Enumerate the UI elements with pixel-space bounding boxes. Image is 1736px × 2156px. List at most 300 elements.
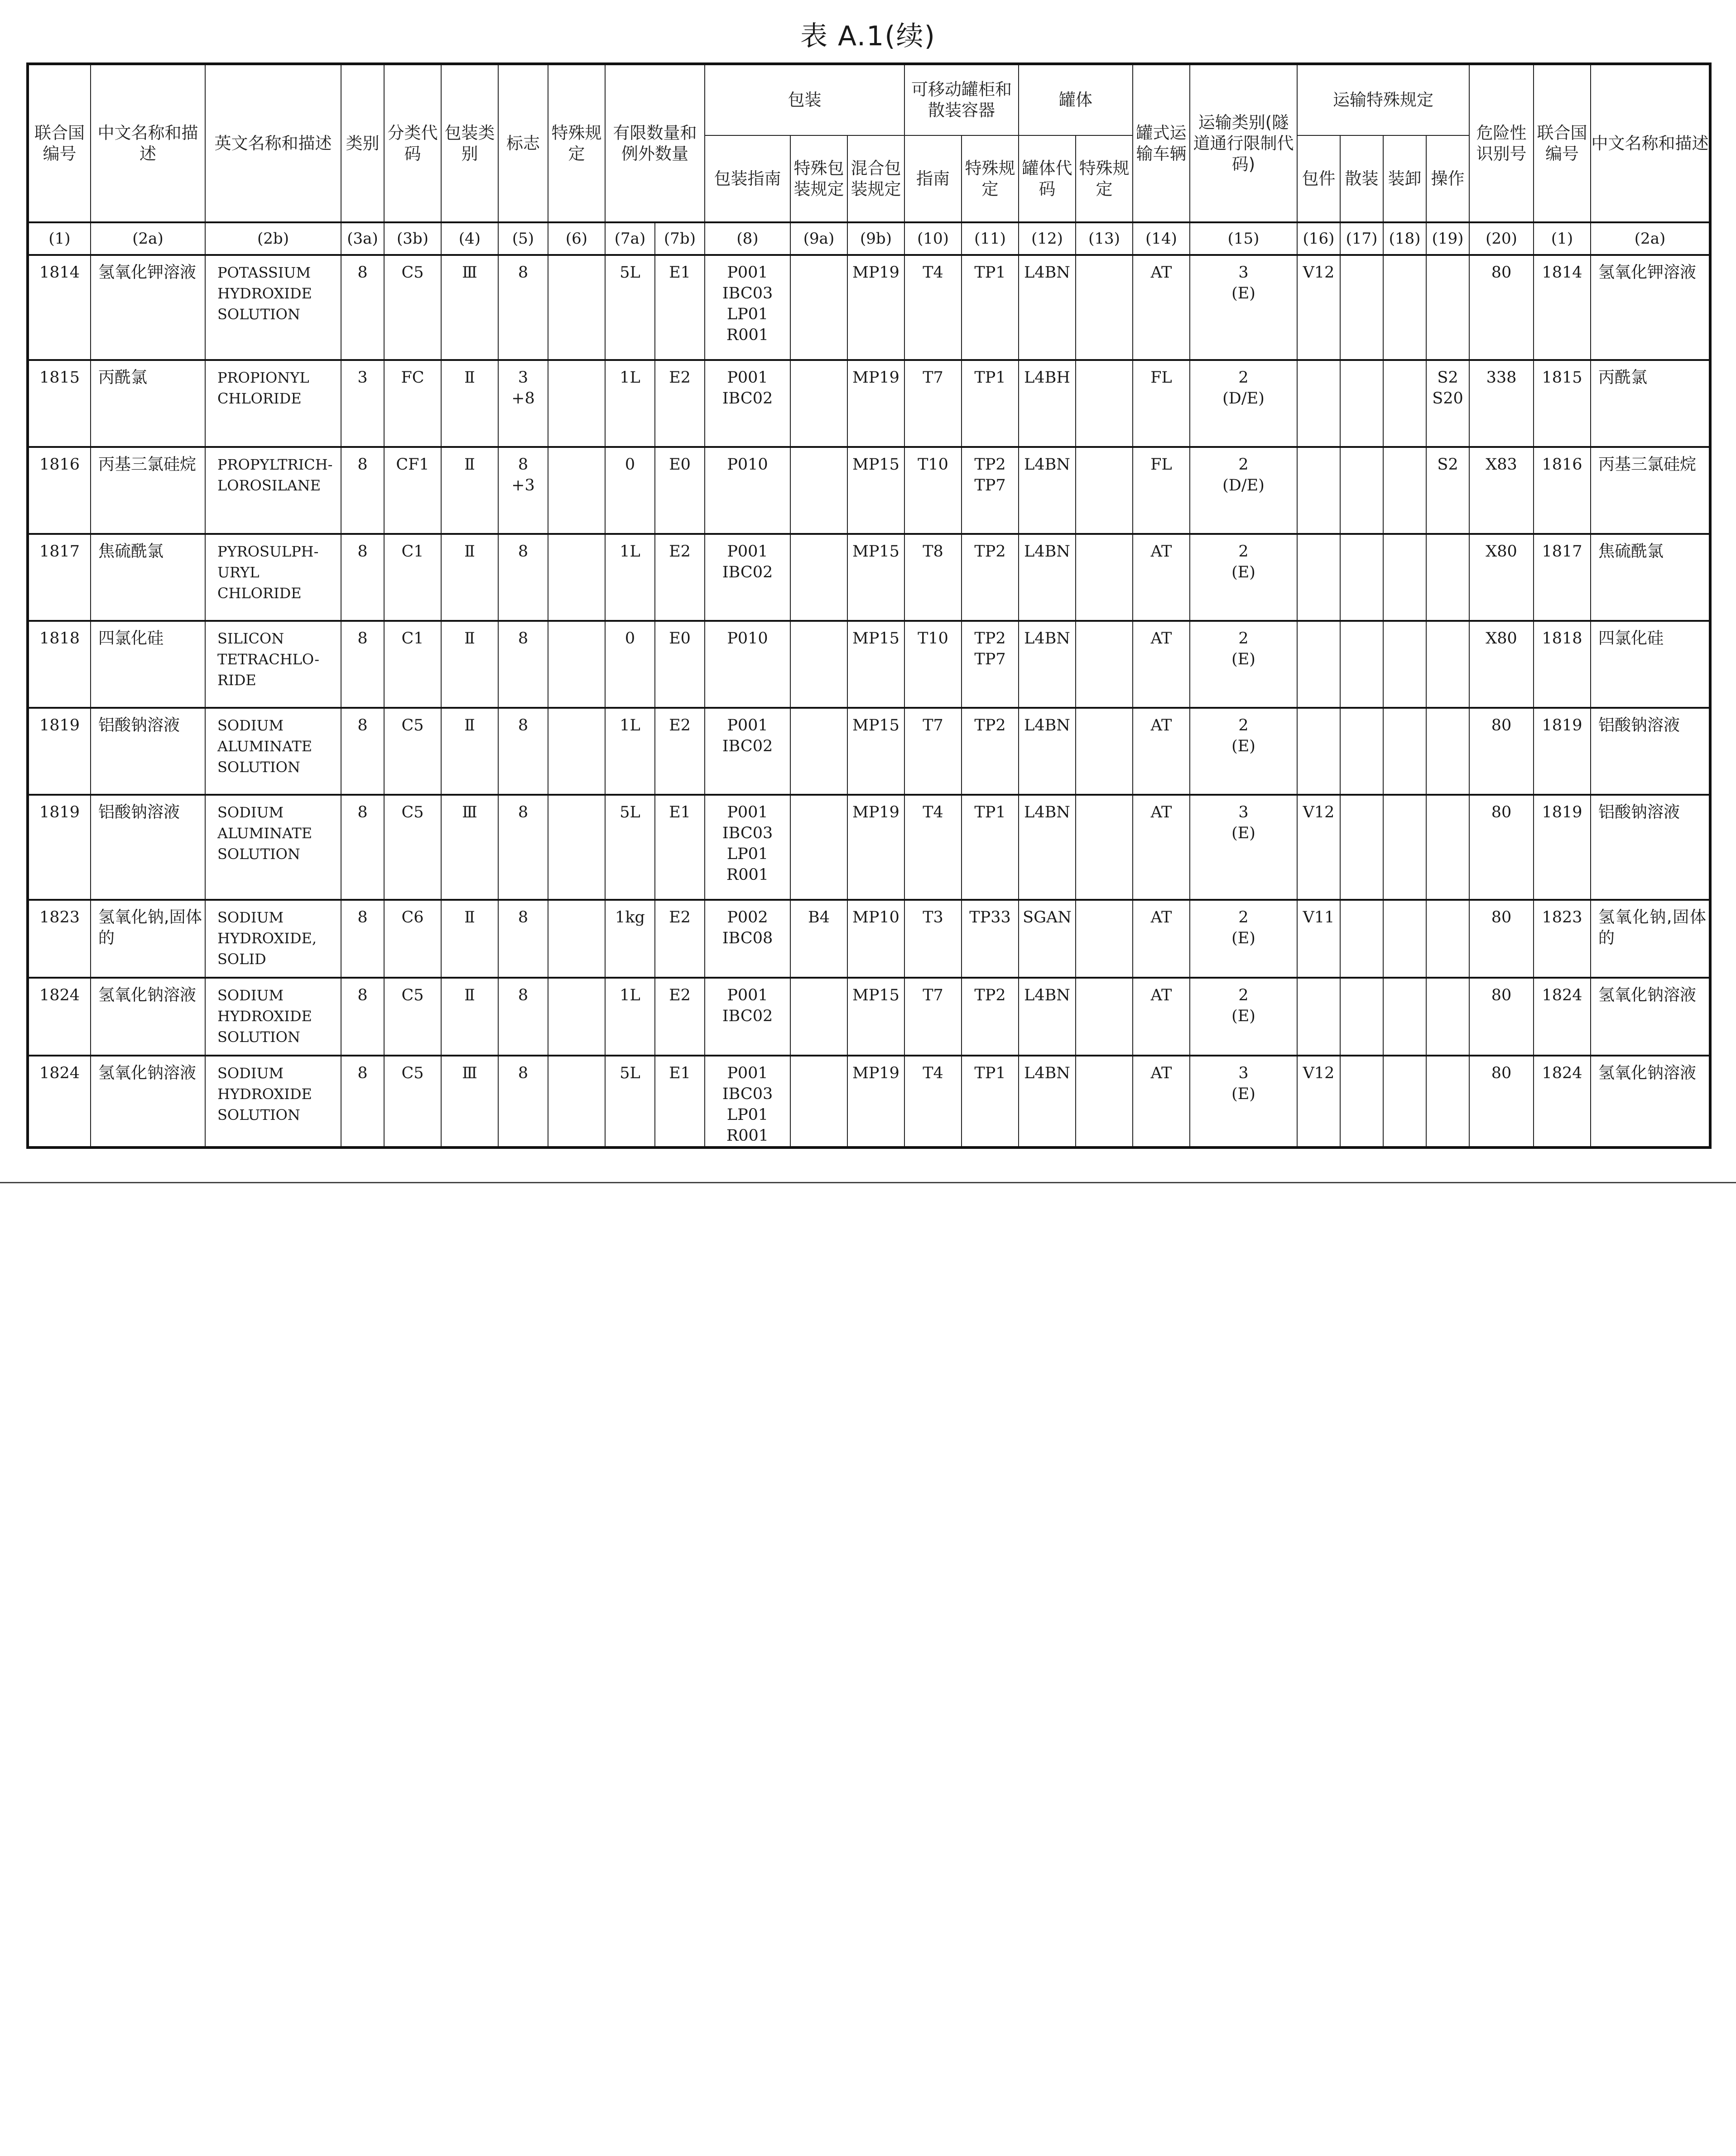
cell-classification-code: C5 xyxy=(384,978,441,1056)
cell-packing-group: Ⅱ xyxy=(441,708,498,795)
cell-en-name xyxy=(205,360,341,447)
column-number: (3b) xyxy=(384,222,441,255)
cell-class: 8 xyxy=(341,447,384,534)
col-head-un: 联合国编号 xyxy=(28,64,91,222)
col-head-code: 分类代码 xyxy=(384,64,441,222)
cell-cn-name: 氢氧化钠,固体的 xyxy=(91,900,205,978)
cell-packing-instructions: P010 xyxy=(705,621,790,708)
cell-portable-tank-instructions: T7 xyxy=(904,360,962,447)
cell-special-packages: V12 xyxy=(1297,1056,1340,1148)
cell-tank-code: L4BN xyxy=(1019,1056,1076,1148)
cell-excepted-quantity: E1 xyxy=(655,795,705,900)
cell-cn-name: 丙酰氯 xyxy=(91,360,205,447)
col-head-label: 标志 xyxy=(498,64,548,222)
cell-packing-group: Ⅱ xyxy=(441,978,498,1056)
cell-excepted-quantity: E0 xyxy=(655,621,705,708)
cell-cn-name: 氢氧化钠溶液 xyxy=(91,1056,205,1148)
cell-excepted-quantity: E1 xyxy=(655,1056,705,1148)
cell-en-name xyxy=(205,708,341,795)
cell-special-provisions xyxy=(548,534,605,621)
cell-line: SODIUM xyxy=(217,909,284,926)
cell-un-number: 1814 xyxy=(28,255,91,360)
page-rule xyxy=(0,1182,1736,1183)
cell-limited-quantity: 5L xyxy=(605,795,655,900)
cell-line: TP7 xyxy=(974,476,1006,495)
cell-tank-code: L4BN xyxy=(1019,534,1076,621)
col-head-en-name: 英文名称和描述 xyxy=(205,64,341,222)
cell-portable-tank-instructions: T7 xyxy=(904,708,962,795)
cell-line: TETRACHLO- xyxy=(217,651,320,668)
cell-special-bulk xyxy=(1340,621,1383,708)
cell-cn-name: 铝酸钠溶液 xyxy=(91,708,205,795)
cell-transport-category xyxy=(1190,708,1297,795)
column-number: (10) xyxy=(904,222,962,255)
cell-class: 8 xyxy=(341,534,384,621)
cell-class: 8 xyxy=(341,900,384,978)
column-number: (8) xyxy=(705,222,790,255)
cell-classification-code: CF1 xyxy=(384,447,441,534)
cell-line: SODIUM xyxy=(217,987,284,1004)
col-head-packing-group: 包装类别 xyxy=(441,64,498,222)
cell-line: +8 xyxy=(511,389,535,408)
cell-transport-category xyxy=(1190,447,1297,534)
cell-portable-tank-special: TP1 xyxy=(962,1056,1019,1148)
cell-line: 3 xyxy=(1238,803,1249,821)
cell-special-packing-provisions xyxy=(790,360,847,447)
cell-en-name xyxy=(205,447,341,534)
cell-tank-special xyxy=(1076,360,1133,447)
cell-label: 8 xyxy=(498,708,548,795)
cell-line: SOLUTION xyxy=(217,1028,300,1046)
cell-mixed-packing-provisions: MP15 xyxy=(847,978,904,1056)
cell-tank-special xyxy=(1076,978,1133,1056)
cell-line: P001 xyxy=(727,264,768,282)
cell-tank-vehicle: AT xyxy=(1133,900,1190,978)
cell-line: HYDROXIDE, xyxy=(217,930,317,947)
cell-packing-instructions xyxy=(705,795,790,900)
cell-cn-name-repeat: 焦硫酰氯 xyxy=(1591,534,1710,621)
table-body xyxy=(28,255,1710,1148)
cell-limited-quantity: 1L xyxy=(605,978,655,1056)
cell-line: IBC03 xyxy=(722,1085,773,1103)
cell-packing-group: Ⅲ xyxy=(441,1056,498,1148)
cell-un-number: 1824 xyxy=(28,978,91,1056)
cell-special-loading xyxy=(1383,447,1426,534)
cell-un-number-repeat: 1823 xyxy=(1534,900,1591,978)
cell-mixed-packing-provisions: MP19 xyxy=(847,360,904,447)
col-head-tank-code: 罐体代码 xyxy=(1019,135,1076,222)
cell-line: IBC03 xyxy=(722,824,773,842)
cell-packing-group: Ⅲ xyxy=(441,795,498,900)
cell-line: S2 xyxy=(1437,369,1458,387)
cell-line: SOLID xyxy=(217,951,266,968)
cell-line: PROPIONYL xyxy=(217,369,309,386)
cell-un-number-repeat: 1815 xyxy=(1534,360,1591,447)
cell-mixed-packing-provisions: MP10 xyxy=(847,900,904,978)
col-head-packing-mixed: 混合包装规定 xyxy=(847,135,904,222)
cell-cn-name-repeat: 氢氧化钠,固体的 xyxy=(1591,900,1710,978)
cell-special-packing-provisions xyxy=(790,255,847,360)
cell-special-operation xyxy=(1426,621,1469,708)
col-head-limited-quantities: 有限数量和例外数量 xyxy=(605,64,705,222)
cell-packing-instructions xyxy=(705,900,790,978)
cell-un-number-repeat: 1816 xyxy=(1534,447,1591,534)
cell-limited-quantity: 1L xyxy=(605,360,655,447)
cell-packing-instructions xyxy=(705,1056,790,1148)
table-row xyxy=(28,360,1710,447)
cell-special-loading xyxy=(1383,1056,1426,1148)
cell-portable-tank-instructions: T4 xyxy=(904,1056,962,1148)
cell-line: IBC02 xyxy=(722,1007,773,1025)
cell-special-packages xyxy=(1297,534,1340,621)
table-row xyxy=(28,900,1710,978)
cell-portable-tank-instructions: T4 xyxy=(904,255,962,360)
cell-line: IBC02 xyxy=(722,563,773,581)
cell-un-number-repeat: 1814 xyxy=(1534,255,1591,360)
cell-packing-group: Ⅱ xyxy=(441,534,498,621)
cell-special-bulk xyxy=(1340,360,1383,447)
cell-cn-name-repeat: 丙基三氯硅烷 xyxy=(1591,447,1710,534)
cell-un-number: 1817 xyxy=(28,534,91,621)
cell-classification-code: C5 xyxy=(384,795,441,900)
table-row xyxy=(28,1056,1710,1148)
cell-special-packing-provisions xyxy=(790,708,847,795)
cell-hazard-id: 80 xyxy=(1469,255,1534,360)
cell-cn-name: 铝酸钠溶液 xyxy=(91,795,205,900)
cell-un-number-repeat: 1819 xyxy=(1534,708,1591,795)
cell-class: 8 xyxy=(341,795,384,900)
cell-tank-special xyxy=(1076,255,1133,360)
cell-line: SOLUTION xyxy=(217,306,300,323)
cell-limited-quantity: 1kg xyxy=(605,900,655,978)
col-head-transport-special: 运输特殊规定 xyxy=(1297,64,1469,135)
cell-excepted-quantity: E2 xyxy=(655,708,705,795)
cell-special-packing-provisions: B4 xyxy=(790,900,847,978)
cell-packing-instructions xyxy=(705,708,790,795)
cell-special-loading xyxy=(1383,255,1426,360)
cell-tank-special xyxy=(1076,447,1133,534)
cell-en-name xyxy=(205,255,341,360)
cell-special-operation xyxy=(1426,1056,1469,1148)
cell-portable-tank-special: TP2 xyxy=(962,708,1019,795)
cell-portable-tank-instructions: T10 xyxy=(904,621,962,708)
table-title: 表 A.1(续) xyxy=(800,20,936,52)
cell-limited-quantity: 5L xyxy=(605,1056,655,1148)
column-number: (15) xyxy=(1190,222,1297,255)
cell-packing-instructions: P010 xyxy=(705,447,790,534)
cell-line: 3 xyxy=(518,369,529,387)
cell-un-number-repeat: 1818 xyxy=(1534,621,1591,708)
cell-transport-category xyxy=(1190,621,1297,708)
cell-label: 8 xyxy=(498,978,548,1056)
cell-special-loading xyxy=(1383,708,1426,795)
cell-line: (E) xyxy=(1231,824,1255,842)
cell-packing-instructions xyxy=(705,255,790,360)
cell-line: R001 xyxy=(726,1127,769,1145)
cell-packing-group: Ⅱ xyxy=(441,360,498,447)
cell-tank-code: SGAN xyxy=(1019,900,1076,978)
cell-classification-code: C5 xyxy=(384,255,441,360)
cell-classification-code: FC xyxy=(384,360,441,447)
cell-tank-vehicle: AT xyxy=(1133,1056,1190,1148)
cell-tank-code: L4BN xyxy=(1019,255,1076,360)
cell-packing-instructions xyxy=(705,360,790,447)
cell-special-provisions xyxy=(548,1056,605,1148)
cell-tank-code: L4BN xyxy=(1019,978,1076,1056)
cell-line: POTASSIUM xyxy=(217,264,311,281)
cell-line: P001 xyxy=(727,369,768,387)
cell-transport-category xyxy=(1190,978,1297,1056)
cell-tank-vehicle: AT xyxy=(1133,978,1190,1056)
cell-portable-tank-instructions: T4 xyxy=(904,795,962,900)
cell-special-bulk xyxy=(1340,255,1383,360)
cell-special-packing-provisions xyxy=(790,1056,847,1148)
col-head-tank-special: 特殊规定 xyxy=(1076,135,1133,222)
cell-class: 8 xyxy=(341,621,384,708)
cell-tank-vehicle: FL xyxy=(1133,360,1190,447)
cell-line: (E) xyxy=(1231,650,1255,668)
cell-line: R001 xyxy=(726,866,769,884)
cell-tank-code: L4BH xyxy=(1019,360,1076,447)
cell-portable-tank-special xyxy=(962,621,1019,708)
cell-hazard-id: 80 xyxy=(1469,900,1534,978)
cell-special-loading xyxy=(1383,978,1426,1056)
cell-special-packages: V11 xyxy=(1297,900,1340,978)
col-head-packages: 包件 xyxy=(1297,135,1340,222)
cell-portable-tank-special: TP33 xyxy=(962,900,1019,978)
column-number: (9b) xyxy=(847,222,904,255)
cell-un-number: 1819 xyxy=(28,708,91,795)
cell-hazard-id: 80 xyxy=(1469,795,1534,900)
cell-line: SODIUM xyxy=(217,804,284,821)
cell-hazard-id: 338 xyxy=(1469,360,1534,447)
col-head-packing: 包装 xyxy=(705,64,904,135)
cell-special-loading xyxy=(1383,795,1426,900)
cell-line: HYDROXIDE xyxy=(217,285,312,302)
cell-special-operation xyxy=(1426,795,1469,900)
cell-classification-code: C6 xyxy=(384,900,441,978)
cell-excepted-quantity: E0 xyxy=(655,447,705,534)
cell-hazard-id: X80 xyxy=(1469,621,1534,708)
cell-packing-group: Ⅲ xyxy=(441,255,498,360)
cell-classification-code: C5 xyxy=(384,1056,441,1148)
cell-special-provisions xyxy=(548,900,605,978)
cell-special-bulk xyxy=(1340,708,1383,795)
cell-label xyxy=(498,360,548,447)
cell-special-provisions xyxy=(548,978,605,1056)
cell-tank-vehicle: FL xyxy=(1133,447,1190,534)
column-number: (2b) xyxy=(205,222,341,255)
cell-special-operation xyxy=(1426,708,1469,795)
cell-line: IBC03 xyxy=(722,284,773,303)
table-row xyxy=(28,534,1710,621)
cell-packing-instructions xyxy=(705,534,790,621)
cell-class: 8 xyxy=(341,255,384,360)
cell-special-packages xyxy=(1297,621,1340,708)
cell-limited-quantity: 5L xyxy=(605,255,655,360)
col-head-special-provisions: 特殊规定 xyxy=(548,64,605,222)
cell-packing-group: Ⅱ xyxy=(441,621,498,708)
cell-line: R001 xyxy=(726,326,769,344)
cell-tank-code: L4BN xyxy=(1019,708,1076,795)
cell-special-operation xyxy=(1426,534,1469,621)
cell-hazard-id: 80 xyxy=(1469,1056,1534,1148)
cell-excepted-quantity: E1 xyxy=(655,255,705,360)
cell-limited-quantity: 1L xyxy=(605,708,655,795)
cell-line: P002 xyxy=(727,908,768,927)
cell-line: IBC02 xyxy=(722,389,773,408)
cell-line: (E) xyxy=(1231,284,1255,303)
cell-mixed-packing-provisions: MP15 xyxy=(847,621,904,708)
cell-special-provisions xyxy=(548,447,605,534)
cell-special-packages xyxy=(1297,708,1340,795)
cell-un-number-repeat: 1819 xyxy=(1534,795,1591,900)
cell-line: SODIUM xyxy=(217,1065,284,1082)
cell-line: 2 xyxy=(1238,456,1249,474)
cell-line: SOLUTION xyxy=(217,759,300,776)
cell-transport-category xyxy=(1190,1056,1297,1148)
cell-mixed-packing-provisions: MP19 xyxy=(847,795,904,900)
cell-line: HYDROXIDE xyxy=(217,1085,312,1103)
cell-tank-code: L4BN xyxy=(1019,447,1076,534)
column-number: (3a) xyxy=(341,222,384,255)
cell-special-provisions xyxy=(548,360,605,447)
cell-un-number: 1823 xyxy=(28,900,91,978)
cell-special-bulk xyxy=(1340,447,1383,534)
col-head-loading: 装卸 xyxy=(1383,135,1426,222)
cell-line: ALUMINATE xyxy=(217,738,313,755)
column-number-row xyxy=(28,222,1710,255)
col-head-vehicle: 罐式运输车辆 xyxy=(1133,64,1190,222)
cell-cn-name-repeat: 丙酰氯 xyxy=(1591,360,1710,447)
cell-line: SOLUTION xyxy=(217,1106,300,1124)
cell-line: CHLORIDE xyxy=(217,390,302,407)
cell-tank-special xyxy=(1076,708,1133,795)
cell-line: P001 xyxy=(727,1064,768,1082)
column-number: (5) xyxy=(498,222,548,255)
col-head-un-repeat: 联合国编号 xyxy=(1534,64,1591,222)
cell-en-name xyxy=(205,795,341,900)
cell-tank-vehicle: AT xyxy=(1133,255,1190,360)
cell-tank-special xyxy=(1076,1056,1133,1148)
cell-special-bulk xyxy=(1340,795,1383,900)
col-head-tank: 罐体 xyxy=(1019,64,1133,135)
cell-un-number: 1818 xyxy=(28,621,91,708)
cell-tank-vehicle: AT xyxy=(1133,708,1190,795)
column-number: (18) xyxy=(1383,222,1426,255)
cell-portable-tank-special: TP2 xyxy=(962,534,1019,621)
cell-line: 3 xyxy=(1238,264,1249,282)
table-row xyxy=(28,621,1710,708)
column-number: (16) xyxy=(1297,222,1340,255)
cell-cn-name-repeat: 铝酸钠溶液 xyxy=(1591,795,1710,900)
table-row xyxy=(28,447,1710,534)
cell-cn-name: 氢氧化钠溶液 xyxy=(91,978,205,1056)
cell-hazard-id: 80 xyxy=(1469,708,1534,795)
cell-line: +3 xyxy=(511,476,535,495)
cell-portable-tank-special: TP1 xyxy=(962,360,1019,447)
cell-label xyxy=(498,447,548,534)
cell-line: (D/E) xyxy=(1222,389,1265,408)
table-row xyxy=(28,255,1710,360)
cell-class: 8 xyxy=(341,978,384,1056)
column-number: (14) xyxy=(1133,222,1190,255)
cell-mixed-packing-provisions: MP15 xyxy=(847,534,904,621)
cell-line: TP7 xyxy=(974,650,1006,668)
cell-label: 8 xyxy=(498,795,548,900)
cell-un-number-repeat: 1817 xyxy=(1534,534,1591,621)
cell-transport-category xyxy=(1190,534,1297,621)
cell-line: 3 xyxy=(1238,1064,1249,1082)
cell-line: SOLUTION xyxy=(217,845,300,863)
cell-transport-category xyxy=(1190,900,1297,978)
cell-label: 8 xyxy=(498,255,548,360)
cell-label: 8 xyxy=(498,621,548,708)
cell-special-packing-provisions xyxy=(790,621,847,708)
cell-tank-vehicle: AT xyxy=(1133,795,1190,900)
cell-mixed-packing-provisions: MP19 xyxy=(847,255,904,360)
cell-line: P001 xyxy=(727,803,768,821)
column-number: (20) xyxy=(1469,222,1534,255)
cell-mixed-packing-provisions: MP15 xyxy=(847,447,904,534)
cell-special-packing-provisions xyxy=(790,795,847,900)
cell-cn-name-repeat: 氢氧化钠溶液 xyxy=(1591,978,1710,1056)
cell-special-operation: S2 xyxy=(1426,447,1469,534)
cell-portable-tank-instructions: T7 xyxy=(904,978,962,1056)
cell-line: 8 xyxy=(518,456,529,474)
cell-en-name xyxy=(205,621,341,708)
cell-line: 2 xyxy=(1238,543,1249,561)
column-number: (13) xyxy=(1076,222,1133,255)
cell-packing-group: Ⅱ xyxy=(441,900,498,978)
cell-excepted-quantity: E2 xyxy=(655,360,705,447)
cell-transport-category xyxy=(1190,795,1297,900)
cell-cn-name-repeat: 铝酸钠溶液 xyxy=(1591,708,1710,795)
cell-cn-name-repeat: 氢氧化钠溶液 xyxy=(1591,1056,1710,1148)
cell-special-provisions xyxy=(548,795,605,900)
cell-class: 8 xyxy=(341,1056,384,1148)
cell-portable-tank-special xyxy=(962,447,1019,534)
cell-special-provisions xyxy=(548,255,605,360)
cell-en-name xyxy=(205,1056,341,1148)
cell-line: PROPYLTRICH- xyxy=(217,456,333,473)
cell-portable-tank-instructions: T3 xyxy=(904,900,962,978)
cell-class: 8 xyxy=(341,708,384,795)
column-number: (11) xyxy=(962,222,1019,255)
cell-special-packages xyxy=(1297,978,1340,1056)
cell-line: (E) xyxy=(1231,929,1255,947)
col-head-transport-category: 运输类别(隧道通行限制代码) xyxy=(1190,64,1297,222)
column-number: (19) xyxy=(1426,222,1469,255)
col-head-portable-tanks: 可移动罐柜和散装容器 xyxy=(904,64,1019,135)
cell-line: ALUMINATE xyxy=(217,825,313,842)
cell-line: PYROSULPH- xyxy=(217,543,319,560)
cell-line: S20 xyxy=(1432,389,1463,408)
cell-excepted-quantity: E2 xyxy=(655,900,705,978)
cell-line: IBC02 xyxy=(722,737,773,755)
cell-special-bulk xyxy=(1340,534,1383,621)
cell-un-number: 1819 xyxy=(28,795,91,900)
cell-line: RIDE xyxy=(217,672,256,689)
column-number: (7b) xyxy=(655,222,705,255)
cell-cn-name: 焦硫酰氯 xyxy=(91,534,205,621)
cell-limited-quantity: 0 xyxy=(605,621,655,708)
cell-special-packages: V12 xyxy=(1297,795,1340,900)
cell-special-operation xyxy=(1426,255,1469,360)
column-number: (2a) xyxy=(1591,222,1710,255)
cell-cn-name: 氢氧化钾溶液 xyxy=(91,255,205,360)
cell-excepted-quantity: E2 xyxy=(655,534,705,621)
